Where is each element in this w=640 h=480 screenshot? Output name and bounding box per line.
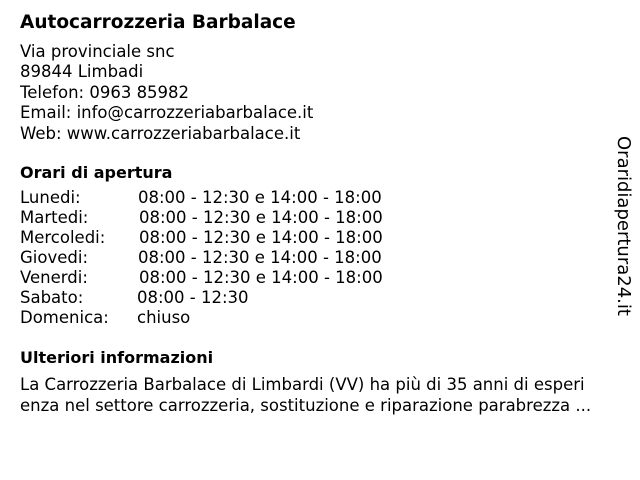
day-label: Venerdi: [20, 268, 88, 288]
day-label: Sabato: [20, 288, 84, 308]
opening-hours-title: Orari di apertura [20, 163, 173, 183]
watermark [613, 136, 635, 316]
street-line: Via provinciale snc [20, 42, 175, 61]
address-block [20, 42, 620, 144]
hours-row-sunday [20, 308, 620, 328]
further-info-text [20, 374, 620, 416]
hours-row-monday [20, 188, 620, 208]
hours-row-friday [20, 268, 620, 288]
phone-line: Telefon: 0963 85982 [20, 82, 190, 102]
hours-row-tuesday [20, 208, 620, 228]
business-card [20, 11, 620, 416]
day-hours: 08:00 - 12:30 e 14:00 - 18:00 [139, 228, 383, 248]
business-name: Autocarrozzeria Barbalace [20, 12, 296, 33]
day-label: Lunedi: [20, 188, 81, 208]
day-hours: chiuso [137, 308, 191, 328]
city-line: 89844 Limbadi [20, 62, 144, 82]
day-hours: 08:00 - 12:30 e 14:00 - 18:00 [139, 268, 383, 288]
day-hours: 08:00 - 12:30 e 14:00 - 18:00 [138, 248, 382, 268]
hours-row-saturday [20, 288, 620, 308]
day-hours: 08:00 - 12:30 [137, 288, 249, 308]
day-hours: 08:00 - 12:30 e 14:00 - 18:00 [138, 188, 382, 208]
further-info-title: Ulteriori informazioni [20, 348, 214, 368]
watermark-text: Oraridiapertura24.it [613, 136, 634, 316]
email-line: Email: info@carrozzeriabarbalace.it [20, 103, 314, 123]
web-line: Web: www.carrozzeriabarbalace.it [20, 123, 301, 143]
day-hours: 08:00 - 12:30 e 14:00 - 18:00 [139, 208, 383, 228]
day-label: Giovedi: [20, 248, 88, 268]
info-line-1: La Carrozzeria Barbalace di Limbardi (VV) ha più di 35 anni di esperi [20, 375, 585, 395]
opening-hours-table [20, 188, 620, 328]
hours-row-thursday [20, 248, 620, 268]
day-label: Domenica: [20, 308, 109, 328]
day-label: Martedi: [20, 208, 89, 228]
day-label: Mercoledi: [20, 228, 106, 248]
info-line-2: enza nel settore carrozzeria, sostituzione e riparazione parabrezza ... [20, 396, 592, 416]
hours-row-wednesday [20, 228, 620, 248]
